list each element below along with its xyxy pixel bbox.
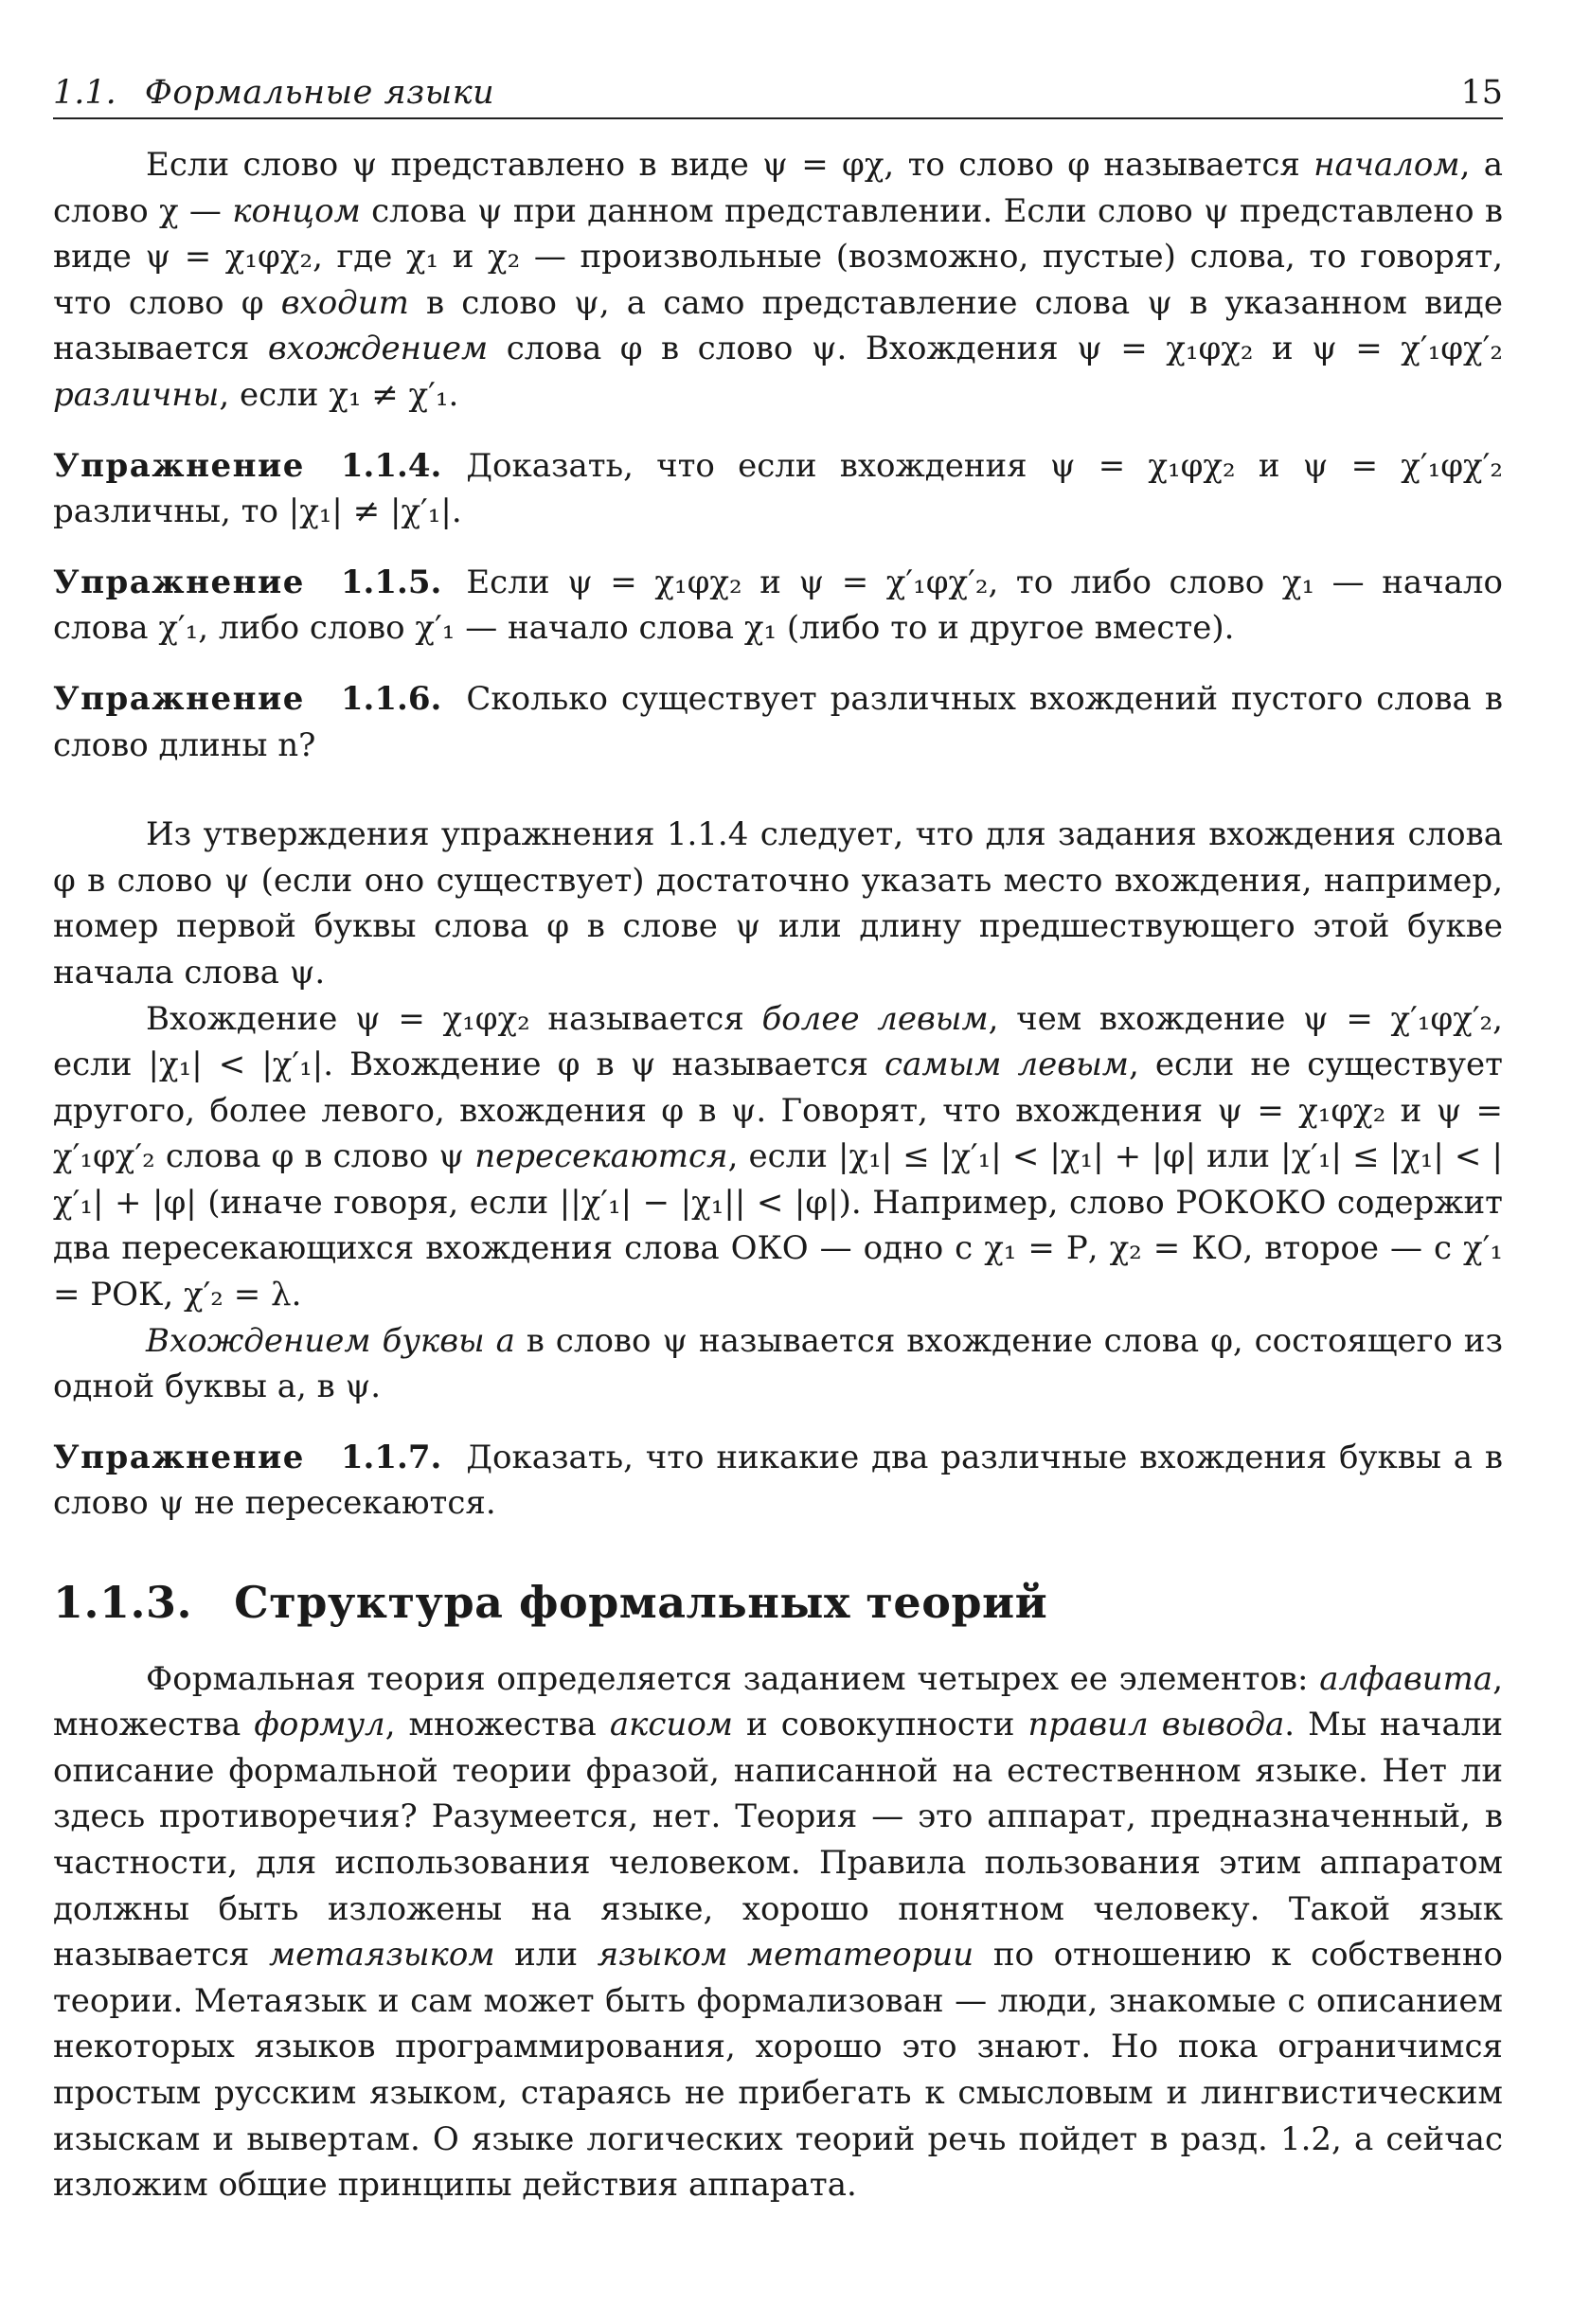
header-chapter-title: Формальные языки <box>144 74 495 112</box>
term-different: различны <box>53 375 220 414</box>
running-header <box>53 63 1503 119</box>
exercise-1-1-7 <box>53 1435 1503 1527</box>
term-end: концом <box>232 191 361 230</box>
text-run: Формальная теория определяется заданием четырех ее элементов: <box>146 1659 1320 1698</box>
exercise-text: Доказать, что никакие два различные вхождения буквы a в слово ψ не пересекаются. <box>53 1438 1503 1523</box>
text-run: , множества <box>53 1659 1503 1744</box>
paragraph-formal-theory <box>53 1656 1503 2208</box>
section-heading <box>53 1577 1503 1629</box>
text-run: в слово ψ, а само представление слова ψ в указанном виде называется <box>53 283 1503 368</box>
text-run: слова φ в слово ψ. Вхождения ψ = χ₁φχ₂ и ψ = χ′₁φχ′₂ <box>488 330 1503 368</box>
text-run: по отношению к собственно теории. Метаязык и сам может быть формализован — люди, знакомые с описанием некоторых языков программирования, хорошо это знают. Но пока ограничимся простым русским языком, стараясь не прибегать к смысловым и лингвистическим изыскам и вывертам. О языке логических теорий речь пойдет в разд. 1.2, а сейчас изложим общие принципы действия аппарата. <box>53 1936 1503 2205</box>
term-occurs: входит <box>280 283 409 322</box>
term-alphabet: алфавита <box>1319 1659 1493 1698</box>
exercise-text: Если ψ = χ₁φχ₂ и ψ = χ′₁φχ′₂, то либо слово χ₁ — начало слова χ′₁, либо слово χ′₁ — начало слова χ₁ (либо то и другое вместе). <box>53 563 1503 648</box>
exercise-text: Доказать, что если вхождения ψ = χ₁φχ₂ и ψ = χ′₁φχ′₂ различны, то |χ₁| ≠ |χ′₁|. <box>53 446 1503 531</box>
term-axioms: аксиом <box>609 1706 733 1744</box>
text-run: Если слово ψ представлено в виде ψ = φχ, то слово φ называется <box>146 146 1314 184</box>
page-body <box>53 142 1503 2208</box>
exercise-number: 1.1.6. <box>340 679 442 718</box>
term-metalanguage: метаязыком <box>268 1936 495 1975</box>
term-inference-rules: правил вывода <box>1027 1706 1285 1744</box>
text-run: , если |χ₁| ≤ |χ′₁| < |χ₁| + |φ| или |χ′₁| ≤ |χ₁| < |χ′₁| + |φ| (иначе говоря, если ||χ′₁| − |χ₁|| < |φ|). Например, слово РОКОКО содержит два пересекающихся вхождения слова ОКО — одно с χ₁ = Р, χ₂ = КО, второе — с χ′₁ = РОК, χ′₂ = λ. <box>53 1137 1503 1314</box>
text-run: Вхождение ψ = χ₁φχ₂ называется <box>146 999 762 1038</box>
page-number: 15 <box>1460 74 1503 112</box>
text-run: , множества <box>384 1706 610 1744</box>
text-run: , если χ₁ ≠ χ′₁. <box>219 375 459 414</box>
term-letter-occurrence: Вхождением буквы a <box>146 1321 515 1360</box>
exercise-number: 1.1.4. <box>340 446 442 485</box>
exercise-1-1-6 <box>53 676 1503 768</box>
text-run: и совокупности <box>733 1706 1028 1744</box>
text-run: , чем вхождение ψ = χ′₁φχ′₂, если |χ₁| < |χ′₁|. Вхождение φ в ψ называется <box>53 999 1503 1084</box>
paragraph-occurrence-place: Из утверждения упражнения 1.1.4 следует, что для задания вхождения слова φ в слово ψ (если оно существует) достаточно указать место вхождения, например, номер первой буквы слова φ в слове ψ или длину предшествующего этой букве начала слова ψ. <box>53 815 1503 992</box>
exercise-text: Сколько существует различных вхождений пустого слова в слово длины n? <box>53 679 1503 764</box>
exercise-label: Упражнение <box>53 446 305 485</box>
section-number: 1.1.3. <box>53 1577 193 1629</box>
text-run: , если не существует другого, более левого, вхождения φ в ψ. Говорят, что вхождения ψ = χ₁φχ₂ и ψ = χ′₁φχ′₂ слова φ в слово ψ <box>53 1046 1503 1176</box>
text-run: слова ψ при данном представлении. Если слово ψ представлено в виде ψ = χ₁φχ₂, где χ₁ и χ₂ — произвольные (возможно, пустые) слова, то говорят, что слово φ <box>53 191 1504 322</box>
paragraph-leftmost-occurrence <box>53 996 1503 1318</box>
term-leftmost: самым левым <box>884 1046 1129 1084</box>
exercise-number: 1.1.5. <box>340 563 442 601</box>
term-metatheory-language: языком метатеории <box>597 1936 974 1975</box>
exercise-1-1-4 <box>53 443 1503 535</box>
text-run: в слово ψ называется вхождение слова φ, состоящего из одной буквы a, в ψ. <box>53 1321 1503 1406</box>
term-formulas: формул <box>254 1706 385 1744</box>
term-intersect: пересекаются <box>474 1137 728 1176</box>
term-more-left: более левым <box>761 999 989 1038</box>
text-run: , а слово χ — <box>53 146 1503 230</box>
header-section-number: 1.1. <box>53 74 116 112</box>
exercise-label: Упражнение <box>53 563 305 601</box>
term-occurrence: вхождением <box>267 330 489 368</box>
exercise-1-1-5 <box>53 560 1503 652</box>
exercise-label: Упражнение <box>53 1438 305 1476</box>
paragraph-letter-occurrence <box>53 1318 1503 1410</box>
text-run: или <box>494 1936 598 1975</box>
text-run: . Мы начали описание формальной теории фразой, написанной на естественном языке. Нет ли здесь противоречия? Разумеется, нет. Теория — это аппарат, предназначенный, в частности, для использования человеком. Правила пользования этим аппаратом должны быть изложены на языке, хорошо понятном человеку. Такой язык называется <box>53 1706 1503 1975</box>
paragraph-occurrence-definition <box>53 142 1503 419</box>
exercise-number: 1.1.7. <box>340 1438 442 1476</box>
section-title: Структура формальных теорий <box>234 1577 1048 1629</box>
exercise-label: Упражнение <box>53 679 305 718</box>
header-left <box>53 74 494 112</box>
term-beginning: началом <box>1313 146 1460 184</box>
